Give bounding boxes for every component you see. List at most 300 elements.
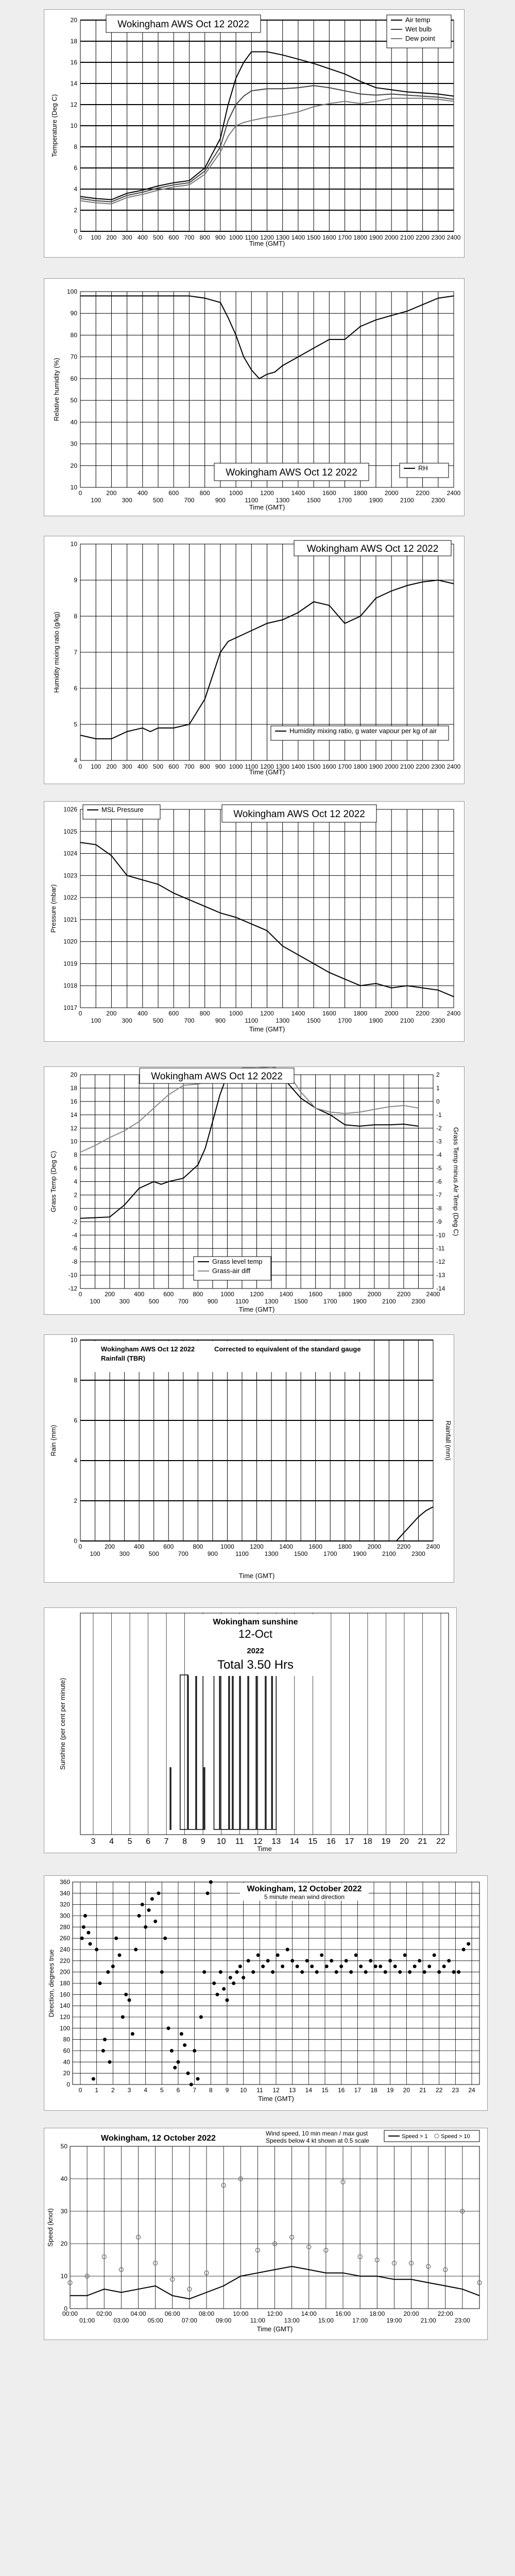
x-tick-label: 21 [418, 1837, 427, 1846]
wind-direction-point [193, 2049, 196, 2053]
wind-direction-point [300, 1970, 304, 1974]
y-axis-label: Grass Temp (Deg C) [49, 1151, 57, 1212]
wind-direction-point [206, 1891, 210, 1895]
wind-direction-point [251, 1970, 255, 1974]
y2-tick-label: -10 [436, 1231, 445, 1239]
x-tick-label: 1100 [245, 1017, 259, 1024]
wind-direction-point [232, 1981, 235, 1985]
x-tick-label: 0 [78, 489, 82, 497]
x-tick-label: 1400 [279, 1291, 293, 1298]
wind-direction-point [403, 1953, 407, 1957]
wind-direction-point [349, 1970, 353, 1974]
x-tick-label: 900 [215, 497, 226, 504]
y2-axis-label: Rainfall (mm) [444, 1420, 452, 1461]
y2-tick-label: -13 [436, 1272, 445, 1279]
x-tick-label: 6 [176, 2087, 180, 2094]
x-tick-label: 1000 [229, 763, 243, 770]
x-tick-label: 1800 [353, 489, 368, 497]
x-tick-label: 600 [163, 1543, 174, 1550]
y-tick-label: 2 [74, 1497, 77, 1504]
wind-direction-point [315, 1970, 319, 1974]
x-tick-label: 300 [119, 1550, 130, 1557]
x-tick-label: 300 [122, 763, 132, 770]
x-axis-label: Time (GMT) [249, 503, 285, 511]
wind-direction-point [131, 2032, 134, 2036]
x-tick-label: 2300 [411, 1550, 425, 1557]
x-tick-label: 500 [153, 1017, 164, 1024]
wind-direction-point [354, 1953, 358, 1957]
x-tick-label: 2300 [431, 234, 445, 241]
x-tick-label: 4 [144, 2087, 148, 2094]
y2-tick-label: -6 [436, 1178, 442, 1185]
legend-label: RH [418, 464, 428, 472]
wind-direction-point [144, 1925, 147, 1929]
x-tick-label: 800 [199, 234, 210, 241]
wind-direction-point [222, 1987, 226, 1991]
x-tick-label: 19 [381, 1837, 391, 1846]
wind-direction-point [457, 1970, 460, 1974]
x-tick-label: 6 [146, 1837, 151, 1846]
x-tick-label: 1500 [306, 497, 321, 504]
x-tick-label: 10 [239, 2087, 247, 2094]
y-tick-label: 70 [70, 353, 77, 361]
x-tick-label: 16 [337, 2087, 345, 2094]
wind-direction-point [242, 1976, 245, 1979]
x-tick-label: 1900 [369, 497, 383, 504]
wind-direction-point [114, 1937, 118, 1940]
y-tick-label: 140 [59, 2002, 70, 2010]
x-tick-label: 900 [215, 1017, 226, 1024]
x-tick-label: 1500 [306, 1017, 321, 1024]
y-tick-label: -4 [72, 1231, 77, 1239]
y2-tick-label: -8 [436, 1205, 442, 1212]
wind-direction-point [266, 1959, 270, 1962]
y-tick-label: 9 [74, 577, 77, 584]
x-tick-label: 17:00 [352, 2317, 368, 2324]
y-axis-label: Direction, degrees true [47, 1949, 55, 2018]
y-tick-label: 220 [59, 1957, 70, 1964]
chart-subtitle: Wind speed, 10 min mean / max gust [266, 2130, 368, 2137]
y-tick-label: 20 [70, 462, 77, 469]
x-tick-label: 9 [225, 2087, 229, 2094]
x-axis-label: Time (GMT) [256, 2325, 293, 2333]
x-axis-label: Time (GMT) [249, 1025, 285, 1033]
x-tick-label: 2400 [447, 234, 461, 241]
x-tick-label: 1000 [229, 489, 243, 497]
y2-tick-label: -1 [436, 1111, 442, 1118]
chart-title: Wokingham AWS Oct 12 2022 [101, 1345, 195, 1353]
x-tick-label: 05:00 [147, 2317, 163, 2324]
humidity-chart-panel [44, 278, 465, 516]
y-tick-label: 0 [64, 2305, 67, 2312]
x-tick-label: 600 [168, 763, 179, 770]
wind-direction-point [183, 2043, 186, 2047]
chart-title: Wokingham sunshine [213, 1618, 298, 1626]
x-tick-label: 100 [91, 1017, 101, 1024]
x-tick-label: 100 [91, 763, 101, 770]
wind-direction-point [388, 1959, 392, 1962]
chart-note: Speeds below 4 kt shown at 0.5 scale [266, 2137, 369, 2144]
y-tick-label: 6 [74, 164, 77, 172]
wind-direction-point [167, 2026, 170, 2030]
y-tick-label: -2 [72, 1218, 77, 1226]
wind-direction-point [271, 1970, 274, 1974]
y2-tick-label: -7 [436, 1191, 442, 1199]
y-tick-label: 10 [70, 540, 77, 548]
x-tick-label: 12:00 [267, 2310, 283, 2317]
wind-direction-point [163, 1937, 167, 1940]
y-tick-label: 0 [66, 2081, 70, 2088]
y-tick-label: 1022 [63, 894, 77, 902]
y-tick-label: 10 [70, 1336, 77, 1344]
x-tick-label: 1200 [250, 1543, 264, 1550]
wind-direction-point [296, 1964, 299, 1968]
x-tick-label: 2100 [400, 1017, 414, 1024]
wind-direction-point [467, 1942, 470, 1946]
wind-direction-point [202, 1970, 206, 1974]
wind-direction-point [447, 1959, 451, 1962]
y-tick-label: 8 [74, 1377, 77, 1384]
y-tick-label: 260 [59, 1935, 70, 1942]
x-tick-label: 1400 [291, 234, 305, 241]
y2-tick-label: -3 [436, 1138, 442, 1145]
wind-direction-point [118, 1953, 122, 1957]
y-tick-label: 60 [70, 375, 77, 382]
x-tick-label: 2300 [431, 763, 445, 770]
chart-title: Wokingham, 12 October 2022 [101, 2134, 216, 2143]
x-tick-label: 2000 [384, 763, 399, 770]
x-tick-label: 700 [178, 1298, 188, 1305]
x-tick-label: 4 [109, 1837, 114, 1846]
x-tick-label: 0 [78, 763, 82, 770]
wind-direction-point [216, 1993, 219, 1996]
x-tick-label: 100 [91, 497, 101, 504]
legend-label: Humidity mixing ratio, g water vapour per kg of air [289, 727, 437, 735]
y-tick-label: 8 [74, 1151, 77, 1159]
x-tick-label: 22 [436, 1837, 445, 1846]
legend-label: Air temp [405, 16, 431, 24]
x-tick-label: 700 [184, 497, 195, 504]
x-tick-label: 1300 [276, 763, 290, 770]
chart-title: Wokingham AWS Oct 12 2022 [151, 1071, 283, 1082]
x-tick-label: 20 [400, 1837, 409, 1846]
y-tick-label: -8 [72, 1258, 77, 1266]
x-tick-label: 7 [164, 1837, 169, 1846]
legend-label: Grass level temp [212, 1258, 263, 1265]
wind-direction-point [190, 2083, 193, 2087]
wind-direction-point [101, 2049, 105, 2053]
x-tick-label: 12 [253, 1837, 263, 1846]
wind-direction-point [374, 1964, 377, 1968]
wind-direction-point [170, 2049, 174, 2053]
wind-direction-point [80, 1937, 84, 1940]
wind-direction-chart [44, 1876, 487, 2110]
y2-tick-label: -12 [436, 1258, 445, 1266]
chart-note: Corrected to equivalent of the standard gauge [214, 1345, 361, 1353]
wind-direction-point [226, 1998, 229, 2002]
y-tick-label: 1026 [63, 806, 77, 813]
y-tick-label: 50 [70, 397, 77, 404]
wind-direction-point [325, 1964, 329, 1968]
y-tick-label: 0 [74, 1537, 77, 1545]
x-tick-label: 500 [148, 1550, 159, 1557]
x-tick-label: 200 [105, 1291, 115, 1298]
x-tick-label: 12 [272, 2087, 280, 2094]
x-tick-label: 2100 [400, 497, 414, 504]
y-tick-label: 8 [74, 143, 77, 150]
x-tick-label: 1800 [353, 234, 368, 241]
legend-label: Wet bulb [405, 25, 432, 33]
wind-direction-point [82, 1925, 85, 1929]
y-tick-label: 10 [70, 1138, 77, 1145]
x-axis-label: Time (GMT) [249, 768, 285, 776]
wind-direction-point [286, 1948, 289, 1952]
x-tick-label: 5 [127, 1837, 132, 1846]
y2-tick-label: -14 [436, 1285, 445, 1292]
y-tick-label: 120 [59, 2013, 70, 2021]
x-tick-label: 2100 [400, 234, 414, 241]
chart-title: Wokingham AWS Oct 12 2022 [226, 467, 357, 478]
y-tick-label: 20 [63, 2070, 70, 2077]
x-tick-label: 1400 [291, 1010, 305, 1017]
x-tick-label: 2300 [431, 497, 445, 504]
wind-direction-point [153, 1920, 157, 1923]
x-axis-label: Time [257, 1845, 272, 1853]
x-tick-label: 03:00 [113, 2317, 129, 2324]
x-tick-label: 2200 [397, 1543, 411, 1550]
x-tick-label: 0 [78, 1291, 82, 1298]
y-tick-label: 20 [70, 1071, 77, 1078]
x-tick-label: 13 [271, 1837, 281, 1846]
y-tick-label: 280 [59, 1923, 70, 1931]
y-tick-label: 1021 [63, 916, 77, 923]
x-tick-label: 2400 [447, 1010, 461, 1017]
wind-speed-chart [44, 2128, 487, 2340]
x-tick-label: 1600 [322, 763, 336, 770]
wind-direction-point [95, 1948, 98, 1952]
x-tick-label: 2100 [400, 763, 414, 770]
y-tick-label: 300 [59, 1912, 70, 1920]
sunshine-chart [44, 1608, 456, 1853]
y-tick-label: 0 [74, 228, 77, 235]
wind-direction-point [111, 1964, 115, 1968]
x-tick-label: 200 [105, 1543, 115, 1550]
y-tick-label: 10 [70, 484, 77, 491]
x-tick-label: 2300 [431, 1017, 445, 1024]
x-tick-label: 1000 [220, 1543, 234, 1550]
wind-direction-chart-panel [44, 1875, 488, 2111]
x-tick-label: 1700 [338, 234, 352, 241]
x-tick-label: 2000 [384, 489, 399, 497]
y-tick-label: 30 [70, 440, 77, 448]
x-tick-label: 1700 [323, 1298, 337, 1305]
x-tick-label: 900 [215, 763, 226, 770]
chart-title: Wokingham AWS Oct 12 2022 [306, 544, 439, 554]
y2-tick-label: -5 [436, 1164, 442, 1172]
x-tick-label: 700 [184, 763, 195, 770]
x-tick-label: 1600 [308, 1291, 323, 1298]
x-tick-label: 1200 [260, 763, 274, 770]
x-tick-label: 300 [122, 497, 132, 504]
wind-direction-point [124, 1993, 128, 1996]
x-tick-label: 1300 [276, 234, 290, 241]
wind-direction-point [442, 1964, 446, 1968]
x-tick-label: 1200 [260, 489, 274, 497]
x-tick-label: 500 [148, 1298, 159, 1305]
x-tick-label: 800 [199, 763, 210, 770]
wind-direction-point [359, 1964, 363, 1968]
y-tick-label: 80 [63, 2036, 70, 2043]
y-axis-label: Humidity mixing ratio (g/kg) [53, 612, 60, 693]
x-tick-label: 1400 [291, 763, 305, 770]
y-tick-label: 12 [70, 1124, 77, 1132]
x-tick-label: 1900 [369, 1017, 383, 1024]
y-tick-label: 18 [70, 1084, 77, 1092]
x-tick-label: 1500 [294, 1550, 308, 1557]
y-tick-label: 8 [74, 613, 77, 620]
y-tick-label: 20 [70, 16, 77, 24]
wind-direction-point [408, 1970, 411, 1974]
y-tick-label: 320 [59, 1901, 70, 1908]
x-tick-label: 400 [137, 489, 148, 497]
rainfall-chart [44, 1335, 454, 1582]
wind-direction-point [128, 1998, 131, 2002]
x-tick-label: 1700 [338, 497, 352, 504]
y-axis-label: Relative humidity (%) [53, 358, 60, 421]
wind-direction-point [138, 1914, 141, 1918]
x-tick-label: 2400 [426, 1291, 440, 1298]
x-tick-label: 11 [235, 1837, 244, 1846]
x-tick-label: 3 [91, 1837, 96, 1846]
wind-direction-point [369, 1959, 372, 1962]
x-tick-label: 23:00 [454, 2317, 470, 2324]
x-tick-label: 300 [122, 234, 132, 241]
legend-label: Speed > 1 [402, 2133, 428, 2140]
x-tick-label: 18 [370, 2087, 377, 2094]
y-tick-label: -12 [68, 1285, 77, 1292]
y-tick-label: 60 [63, 2047, 70, 2055]
x-tick-label: 2200 [416, 763, 430, 770]
wind-direction-point [335, 1970, 338, 1974]
wind-direction-point [261, 1964, 265, 1968]
x-tick-label: 1500 [306, 763, 321, 770]
x-tick-label: 16 [326, 1837, 336, 1846]
legend-label: Dew point [405, 35, 435, 42]
wind-direction-point [196, 2077, 200, 2081]
x-tick-label: 16:00 [335, 2310, 351, 2317]
wind-direction-point [462, 1948, 466, 1952]
y-tick-label: 4 [74, 185, 77, 193]
x-tick-label: 1 [95, 2087, 99, 2094]
wind-direction-point [364, 1970, 368, 1974]
x-tick-label: 1900 [352, 1298, 367, 1305]
y-tick-label: 18 [70, 38, 77, 45]
x-tick-label: 2400 [447, 489, 461, 497]
y2-axis-label: Grass Temp minus Air Temp (Deg C) [452, 1127, 460, 1236]
x-tick-label: 2200 [416, 234, 430, 241]
chart-subtitle: 5 minute mean wind direction [264, 1893, 345, 1901]
x-tick-label: 2200 [397, 1291, 411, 1298]
wind-direction-point [219, 1970, 222, 1974]
mixing-ratio-chart-panel [44, 536, 465, 784]
x-tick-label: 8 [182, 1837, 187, 1846]
wind-direction-point [229, 1976, 232, 1979]
x-tick-label: 1100 [245, 497, 259, 504]
wind-direction-point [108, 2060, 112, 2064]
x-tick-label: 20:00 [403, 2310, 419, 2317]
x-tick-label: 17 [345, 1837, 354, 1846]
wind-direction-point [87, 1931, 90, 1935]
x-tick-label: 400 [134, 1543, 145, 1550]
x-tick-label: 9 [200, 1837, 205, 1846]
x-tick-label: 800 [193, 1291, 203, 1298]
x-tick-label: 2100 [382, 1298, 396, 1305]
wind-direction-point [433, 1953, 436, 1957]
x-tick-label: 600 [168, 234, 179, 241]
wind-direction-point [150, 1897, 154, 1901]
x-tick-label: 1400 [291, 489, 305, 497]
x-tick-label: 17 [354, 2087, 362, 2094]
x-tick-label: 400 [134, 1291, 145, 1298]
x-tick-label: 11:00 [250, 2317, 265, 2324]
y-tick-label: 200 [59, 1968, 70, 1976]
y-tick-label: 2 [74, 207, 77, 214]
chart-date: 12-Oct [238, 1628, 273, 1640]
x-tick-label: 1800 [353, 763, 368, 770]
y-axis-label: Pressure (mbar) [49, 884, 57, 933]
x-tick-label: 1800 [353, 1010, 368, 1017]
y-tick-label: 40 [63, 2058, 70, 2066]
wind-direction-point [134, 1948, 138, 1952]
y2-tick-label: -4 [436, 1151, 442, 1159]
wind-direction-point [452, 1970, 456, 1974]
y-tick-label: 6 [74, 1417, 77, 1424]
x-tick-label: 1700 [323, 1550, 337, 1557]
wind-direction-point [423, 1970, 426, 1974]
x-tick-label: 1300 [276, 1017, 290, 1024]
wind-direction-point [106, 1970, 110, 1974]
x-tick-label: 01:00 [79, 2317, 95, 2324]
y-tick-label: -6 [72, 1245, 77, 1252]
wind-direction-point [320, 1953, 323, 1957]
wind-direction-point [437, 1970, 441, 1974]
x-tick-label: 500 [153, 763, 164, 770]
x-tick-label: 22:00 [437, 2310, 453, 2317]
sunshine-total: Total 3.50 Hrs [217, 1658, 294, 1672]
y-tick-label: 240 [59, 1946, 70, 1953]
x-tick-label: 500 [153, 234, 164, 241]
x-tick-label: 7 [193, 2087, 197, 2094]
y-tick-label: 4 [74, 1457, 77, 1464]
x-tick-label: 14 [289, 1837, 299, 1846]
x-tick-label: 1600 [322, 489, 336, 497]
wind-direction-point [413, 1964, 417, 1968]
y-tick-label: 50 [60, 2143, 67, 2150]
y-tick-label: 180 [59, 1979, 70, 1987]
x-tick-label: 1900 [369, 234, 383, 241]
grass-temp-chart-panel [44, 1066, 465, 1315]
x-tick-label: 1100 [245, 234, 259, 241]
wind-direction-point [418, 1959, 421, 1962]
x-tick-label: 100 [91, 234, 101, 241]
y-tick-label: 40 [60, 2175, 67, 2182]
x-tick-label: 15 [321, 2087, 329, 2094]
x-tick-label: 1700 [338, 763, 352, 770]
wind-direction-point [121, 2015, 125, 2019]
x-tick-label: 2000 [384, 1010, 399, 1017]
x-tick-label: 800 [199, 1010, 210, 1017]
y2-tick-label: 0 [436, 1097, 440, 1105]
